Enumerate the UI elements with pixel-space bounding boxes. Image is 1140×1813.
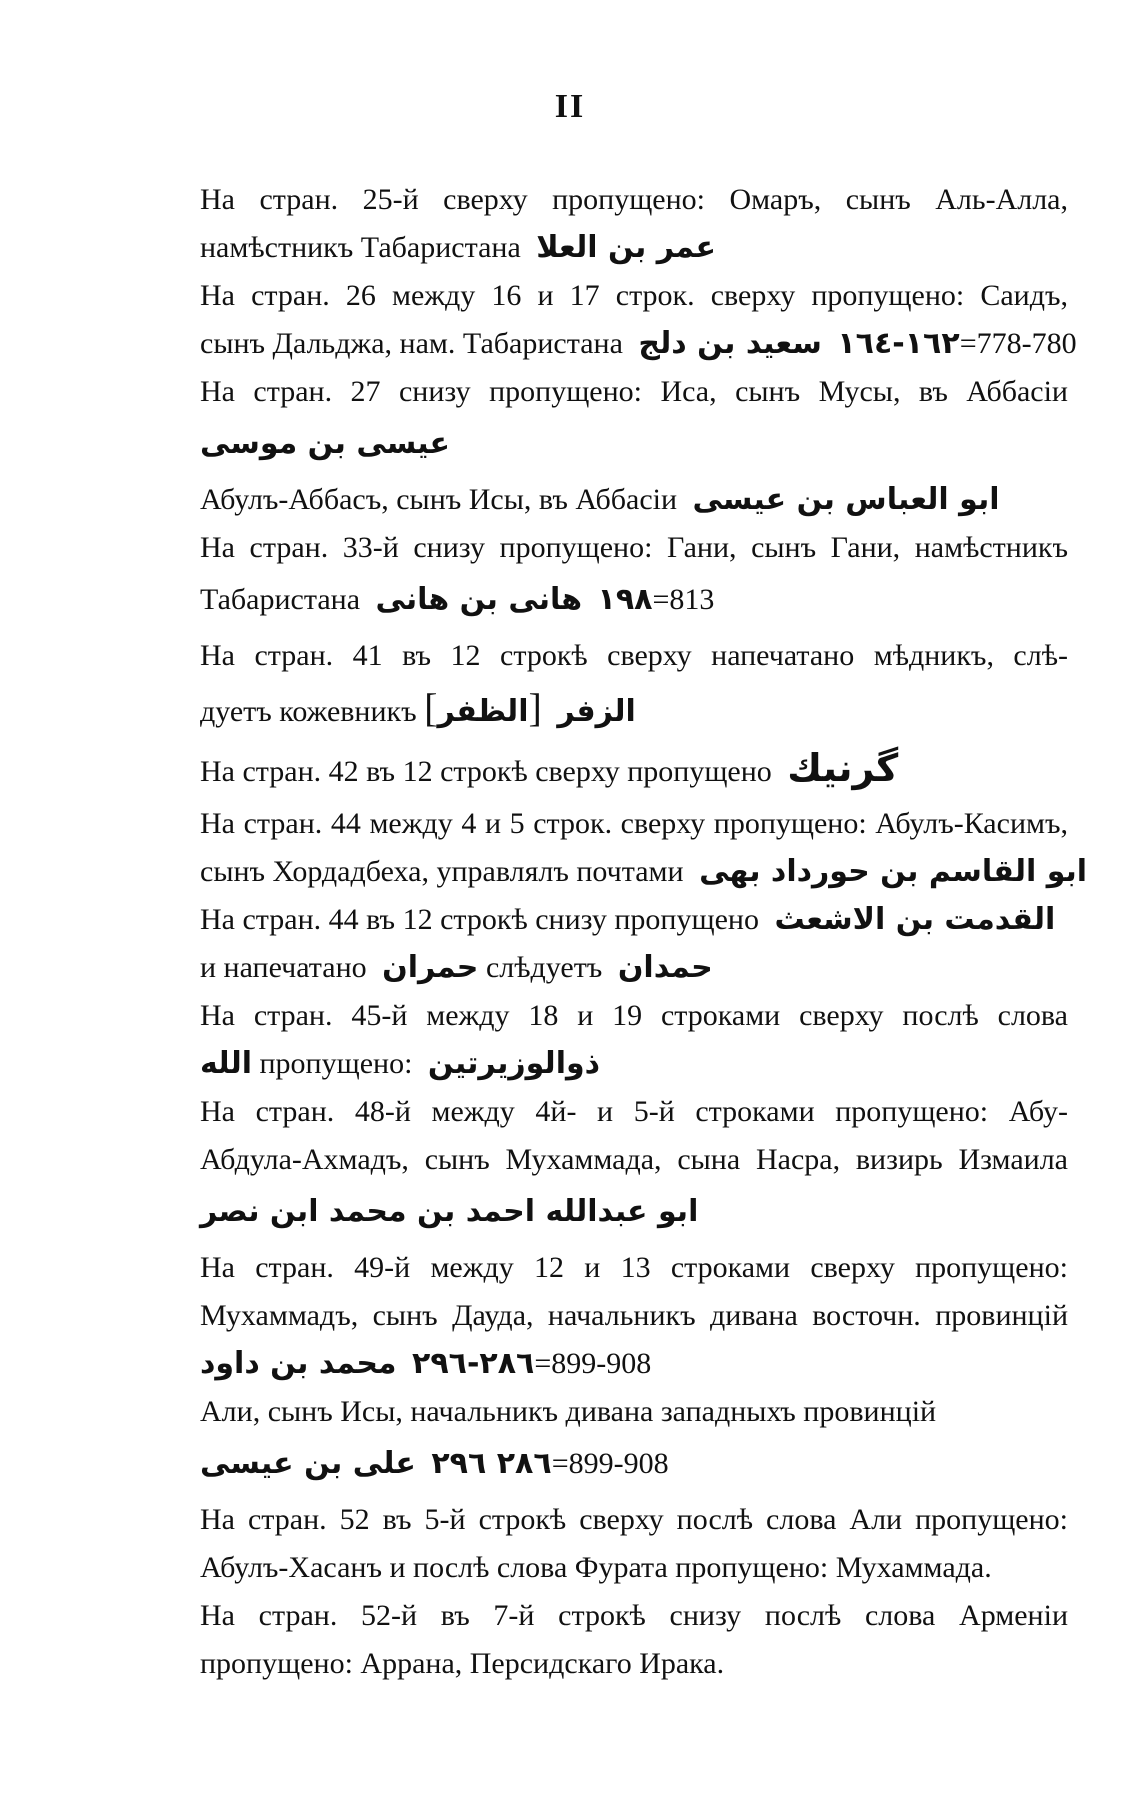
errata-text: [200, 176, 1088, 1688]
arabic-text: عيسى بن موسى: [200, 426, 451, 461]
arabic-text: عمر بن العلا: [536, 230, 716, 265]
text-line: [200, 800, 1068, 848]
text-line: [200, 1244, 1068, 1292]
text-line: [200, 320, 1077, 368]
text-line: [200, 524, 1068, 572]
arabic-text: ذوالوزيرتين: [427, 1046, 601, 1081]
line-text: Абулъ-Хасанъ и послѣ слова Фурата пропущено: Мухаммада.: [200, 1551, 992, 1584]
text-line: [200, 740, 1068, 800]
arabic-text: حمدان: [617, 950, 713, 985]
line-text: На стран. 27 снизу пропущено: Иса, сынъ Мусы, въ Аббасіи: [200, 375, 1068, 408]
line-text: и напечатано: [200, 951, 367, 984]
text-line: [200, 176, 1068, 224]
arabic-text: على بن عيسى: [200, 1446, 416, 1481]
close-bracket: ]: [528, 685, 542, 730]
text-line: [200, 572, 1068, 632]
text-line: [200, 1340, 1068, 1388]
arabic-text: سعيد بن دلج: [638, 326, 822, 361]
line-text: На стран. 49-й между 12 и 13 строками сверху пропущено:: [200, 1251, 1068, 1284]
text-line: [200, 848, 1088, 896]
arabic-text: ابو عبدالله احمد بن محمد ابن نصر: [200, 1194, 699, 1229]
text-line: [200, 1436, 1068, 1496]
line-text: На стран. 44 въ 12 строкѣ снизу пропущено: [200, 903, 759, 936]
text-line: [200, 680, 1068, 740]
text-line: [200, 1184, 1068, 1244]
arabic-numerals: ٢٨٦ ٢٩٦: [431, 1446, 552, 1481]
arabic-text: الزفر: [557, 694, 636, 729]
line-text: Али, сынъ Исы, начальникъ дивана западныхъ провинцій: [200, 1395, 937, 1428]
date-range: =778-780: [959, 327, 1077, 360]
line-text: На стран. 52-й въ 7-й строкѣ снизу послѣ слова Арменіи: [200, 1599, 1068, 1632]
arabic-numerals: ١٩٨: [597, 582, 653, 617]
line-text: Абулъ-Аббасъ, сынъ Исы, въ Аббасіи: [200, 483, 678, 516]
line-text: сынъ Хордадбеха, управлялъ почтами: [200, 855, 684, 888]
open-bracket: [: [424, 685, 438, 730]
line-text: На стран. 42 въ 12 строкѣ сверху пропущено: [200, 755, 772, 788]
line-text: На стран. 33-й снизу пропущено: Гани, сынъ Гани, намѣстникъ: [200, 531, 1068, 564]
line-text: пропущено:: [259, 1047, 413, 1080]
arabic-text: ابو القاسم بن حورداد بهى: [699, 854, 1088, 889]
arabic-numerals: ٢٨٦-٢٩٦: [412, 1346, 535, 1381]
line-text: слѣдуетъ: [485, 951, 603, 984]
line-text: Мухаммадъ, сынъ Дауда, начальникъ дивана восточн. провинцій: [200, 1299, 1068, 1332]
line-text: На стран. 44 между 4 и 5 строк. сверху пропущено: Абулъ-Касимъ,: [200, 807, 1068, 840]
text-line: [200, 1388, 1068, 1436]
text-line: [200, 1088, 1068, 1136]
arabic-text: هانى بن هانى: [375, 582, 583, 617]
text-line: [200, 992, 1068, 1040]
line-text: Табаристана: [200, 583, 361, 616]
text-line: [200, 224, 1068, 272]
arabic-text: حمران: [382, 950, 479, 985]
text-line: [200, 896, 1068, 944]
text-line: [200, 944, 1068, 992]
arabic-text: الظفر: [437, 694, 529, 729]
text-line: [200, 1496, 1068, 1544]
page-number: II: [554, 88, 586, 125]
line-text: пропущено: Аррана, Персидскаго Ирака.: [200, 1647, 725, 1680]
arabic-text: الله: [200, 1046, 252, 1081]
line-text: дуетъ кожевникъ: [200, 695, 417, 728]
line-text: На стран. 48-й между 4й- и 5-й строками пропущено: Абу-: [200, 1095, 1068, 1128]
line-text: На стран. 45-й между 18 и 19 строками сверху послѣ слова: [200, 999, 1068, 1032]
text-line: [200, 1592, 1068, 1640]
arabic-text: ابو العباس بن عيسى: [692, 482, 1000, 517]
arabic-text: القدمت بن الاشعث: [774, 902, 1056, 937]
line-text: На стран. 26 между 16 и 17 строк. сверху пропущено: Саидъ,: [200, 279, 1068, 312]
line-text: На стран. 41 въ 12 строкѣ сверху напечатано мѣдникъ, слѣ-: [200, 639, 1068, 672]
text-line: [200, 1040, 1068, 1088]
date-value: =813: [652, 583, 715, 616]
date-range: =899-908: [551, 1447, 669, 1480]
text-line: [200, 272, 1068, 320]
line-text: На стран. 25-й сверху пропущено: Омаръ, сынъ Аль-Алла,: [200, 183, 1068, 216]
text-line: [200, 476, 1068, 524]
text-line: [200, 416, 1068, 476]
line-text: Абдула-Ахмадъ, сынъ Мухаммада, сына Насра, визирь Измаила: [200, 1143, 1068, 1176]
text-line: [200, 1136, 1068, 1184]
arabic-text: محمد بن داود: [200, 1346, 397, 1381]
line-text: сынъ Дальджа, нам. Табаристана: [200, 327, 623, 360]
text-line: [200, 1640, 1068, 1688]
text-line: [200, 632, 1068, 680]
arabic-text: گرنيك: [787, 746, 899, 790]
arabic-numerals: ١٦٢-١٦٤: [837, 326, 960, 361]
line-text: намѣстникъ Табаристана: [200, 231, 521, 264]
text-line: [200, 1292, 1068, 1340]
text-line: [200, 1544, 1068, 1592]
line-text: На стран. 52 въ 5-й строкѣ сверху послѣ слова Али пропущено:: [200, 1503, 1068, 1536]
text-line: [200, 368, 1068, 416]
date-range: =899-908: [534, 1347, 652, 1380]
